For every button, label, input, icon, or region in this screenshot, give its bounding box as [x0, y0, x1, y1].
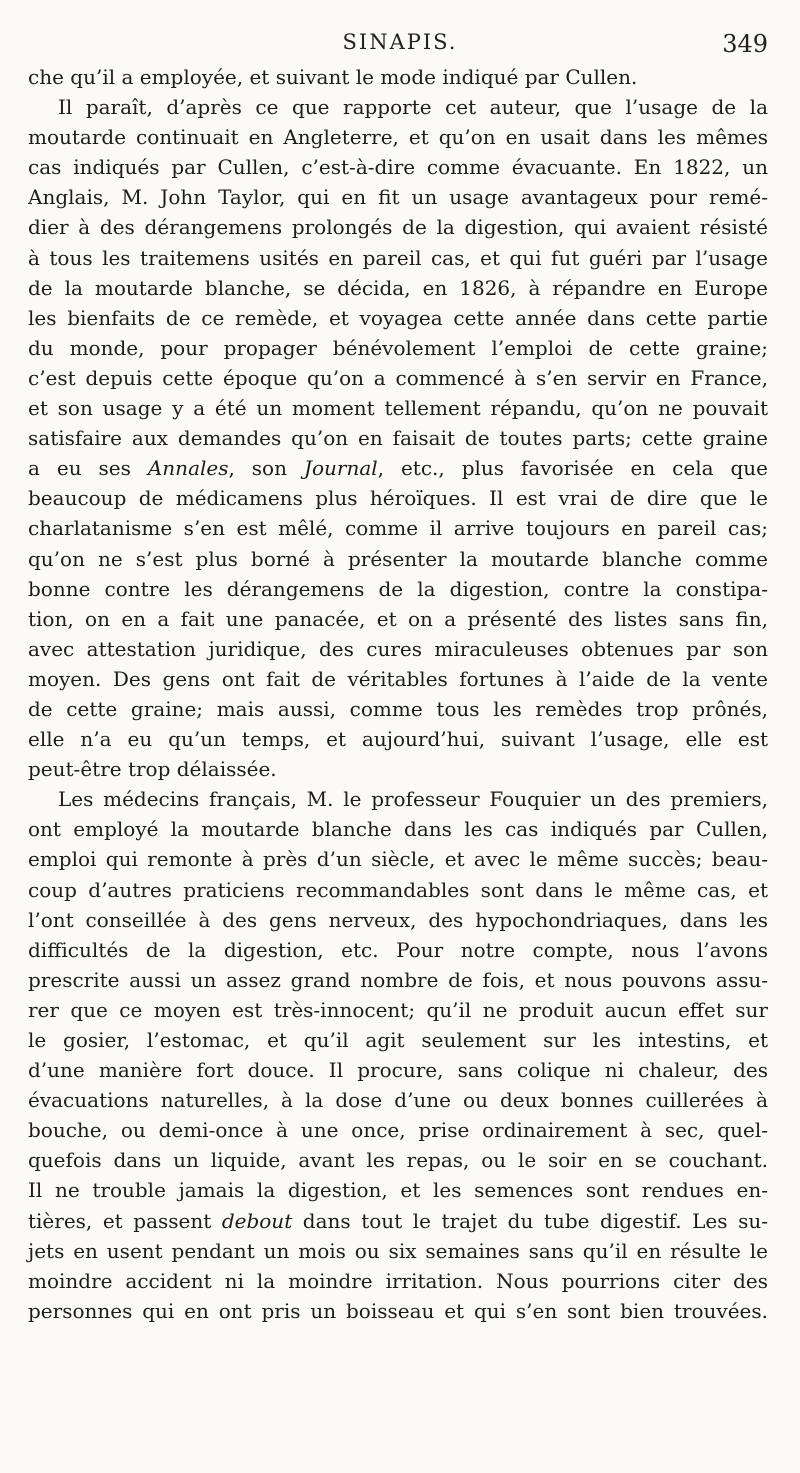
text-line: [28, 754, 768, 784]
text-segment: , son: [228, 456, 304, 481]
text-segment: emploi qui remonte à près d’un siècle, et avec le même succès; beau-: [28, 847, 768, 872]
text-segment: a eu ses: [28, 456, 148, 481]
text-segment: dans tout le trajet du tube digestif. Les su-: [292, 1208, 768, 1233]
text-segment: jets en usent pendant un mois ou six semaines sans qu’il en résulte le: [28, 1238, 768, 1263]
text-segment: c’est depuis cette époque qu’on a commencé à s’en servir en France,: [28, 365, 768, 390]
text-line: [28, 1145, 768, 1175]
text-line: [28, 182, 768, 212]
text-segment: et son usage y a été un moment tellement répandu, qu’on ne pouvait: [28, 396, 768, 421]
text-line: [28, 1266, 768, 1296]
text-segment: beaucoup de médicamens plus héroïques. Il est vrai de dire que le: [28, 486, 768, 511]
text-segment: moyen. Des gens ont fait de véritables fortunes à l’aide de la vente: [28, 666, 768, 691]
text-line: [28, 814, 768, 844]
text-segment: du monde, pour propager bénévolement l’emploi de cette graine;: [28, 335, 768, 360]
text-line: [28, 1085, 768, 1115]
text-segment: satisfaire aux demandes qu’on en faisait de toutes parts; cette graine: [28, 426, 768, 451]
text-segment: Anglais, M. John Taylor, qui en fit un usage avantageux pour remé-: [28, 185, 768, 210]
text-segment: moindre accident ni la moindre irritation. Nous pourrions citer des: [28, 1268, 768, 1293]
text-line: [28, 303, 768, 333]
italic-text: debout: [221, 1208, 293, 1233]
text-segment: quefois dans un liquide, avant les repas, ou le soir en se couchant.: [28, 1148, 768, 1173]
text-line: [28, 92, 768, 122]
text-line: [28, 1175, 768, 1205]
text-line: [28, 694, 768, 724]
text-line: [28, 363, 768, 393]
running-title: SINAPIS.: [342, 30, 458, 54]
text-segment: avec attestation juridique, des cures miraculeuses obtenues par son: [28, 636, 768, 661]
text-segment: Les médecins français, M. le professeur Fouquier un des premiers,: [58, 787, 768, 812]
text-segment: qu’on ne s’est plus borné à présenter la moutarde blanche comme: [28, 546, 768, 571]
text-line: [28, 333, 768, 363]
text-line: [28, 875, 768, 905]
text-line: [28, 453, 768, 483]
text-line: [28, 844, 768, 874]
text-line: [28, 995, 768, 1025]
text-line: [28, 1115, 768, 1145]
text-line: [28, 152, 768, 182]
text-segment: tières, et passent: [28, 1208, 222, 1233]
body-text: [28, 62, 768, 1326]
text-line: [28, 965, 768, 995]
text-segment: à tous les traitemens usités en pareil cas, et qui fut guéri par l’usage: [28, 245, 768, 270]
running-head: [0, 30, 800, 64]
text-line: [28, 1206, 768, 1236]
italic-text: Annales: [147, 456, 229, 481]
text-segment: charlatanisme s’en est mêlé, comme il arrive toujours en pareil cas;: [28, 516, 768, 541]
page-number: 349: [722, 30, 768, 58]
text-segment: personnes qui en ont pris un boisseau et qui s’en sont bien trouvées.: [28, 1298, 768, 1323]
text-segment: prescrite aussi un assez grand nombre de fois, et nous pouvons assu-: [28, 967, 768, 992]
text-segment: ont employé la moutarde blanche dans les cas indiqués par Cullen,: [28, 817, 768, 842]
text-segment: de cette graine; mais aussi, comme tous les remèdes trop prônés,: [28, 696, 768, 721]
text-line: [28, 574, 768, 604]
text-segment: évacuations naturelles, à la dose d’une ou deux bonnes cuillerées à: [28, 1088, 768, 1113]
text-segment: les bienfaits de ce remède, et voyagea cette année dans cette partie: [28, 305, 768, 330]
text-segment: d’une manière fort douce. Il procure, sans colique ni chaleur, des: [28, 1058, 768, 1083]
text-segment: tion, on en a fait une panacée, et on a présenté des listes sans fin,: [28, 606, 768, 631]
text-line: [28, 634, 768, 664]
italic-text: Journal: [303, 456, 378, 481]
text-segment: bouche, ou demi-once à une once, prise ordinairement à sec, quel-: [28, 1118, 768, 1143]
text-segment: Il paraît, d’après ce que rapporte cet auteur, que l’usage de la: [58, 95, 768, 120]
text-segment: difficultés de la digestion, etc. Pour notre compte, nous l’avons: [28, 937, 768, 962]
text-segment: che qu’il a employée, et suivant le mode indiqué par Cullen.: [28, 65, 638, 89]
text-segment: coup d’autres praticiens recommandables sont dans le même cas, et: [28, 877, 768, 902]
text-line: [28, 513, 768, 543]
text-line: [28, 905, 768, 935]
text-line: [28, 243, 768, 273]
text-line: [28, 122, 768, 152]
text-segment: de la moutarde blanche, se décida, en 1826, à répandre en Europe: [28, 275, 768, 300]
text-segment: l’ont conseillée à des gens nerveux, des hypochondriaques, dans les: [28, 907, 768, 932]
text-line: [28, 724, 768, 754]
text-line: [28, 935, 768, 965]
text-segment: dier à des dérangemens prolongés de la digestion, qui avaient résisté: [28, 215, 768, 240]
text-line: [28, 62, 768, 92]
text-segment: bonne contre les dérangemens de la digestion, contre la constipa-: [28, 576, 768, 601]
text-segment: cas indiqués par Cullen, c’est-à-dire comme évacuante. En 1822, un: [28, 155, 768, 180]
text-segment: le gosier, l’estomac, et qu’il agit seulement sur les intestins, et: [28, 1028, 768, 1052]
text-segment: rer que ce moyen est très-innocent; qu’il ne produit aucun effet sur: [28, 997, 768, 1022]
text-line: [28, 423, 768, 453]
text-segment: elle n’a eu qu’un temps, et aujourd’hui, suivant l’usage, elle est: [28, 727, 768, 752]
text-segment: peut-être trop délaissée.: [28, 757, 277, 782]
text-line: [28, 1055, 768, 1085]
text-line: [28, 784, 768, 814]
text-line: [28, 393, 768, 423]
text-line: [28, 1025, 768, 1055]
text-line: [28, 544, 768, 574]
text-line: [28, 1236, 768, 1266]
text-line: [28, 1296, 768, 1326]
text-line: [28, 212, 768, 242]
text-line: [28, 483, 768, 513]
text-segment: Il ne trouble jamais la digestion, et les semences sont rendues en-: [28, 1178, 768, 1203]
text-segment: moutarde continuait en Angleterre, et qu’on en usait dans les mêmes: [28, 125, 768, 150]
text-line: [28, 273, 768, 303]
text-line: [28, 664, 768, 694]
text-segment: , etc., plus favorisée en cela que: [377, 456, 768, 481]
text-line: [28, 604, 768, 634]
